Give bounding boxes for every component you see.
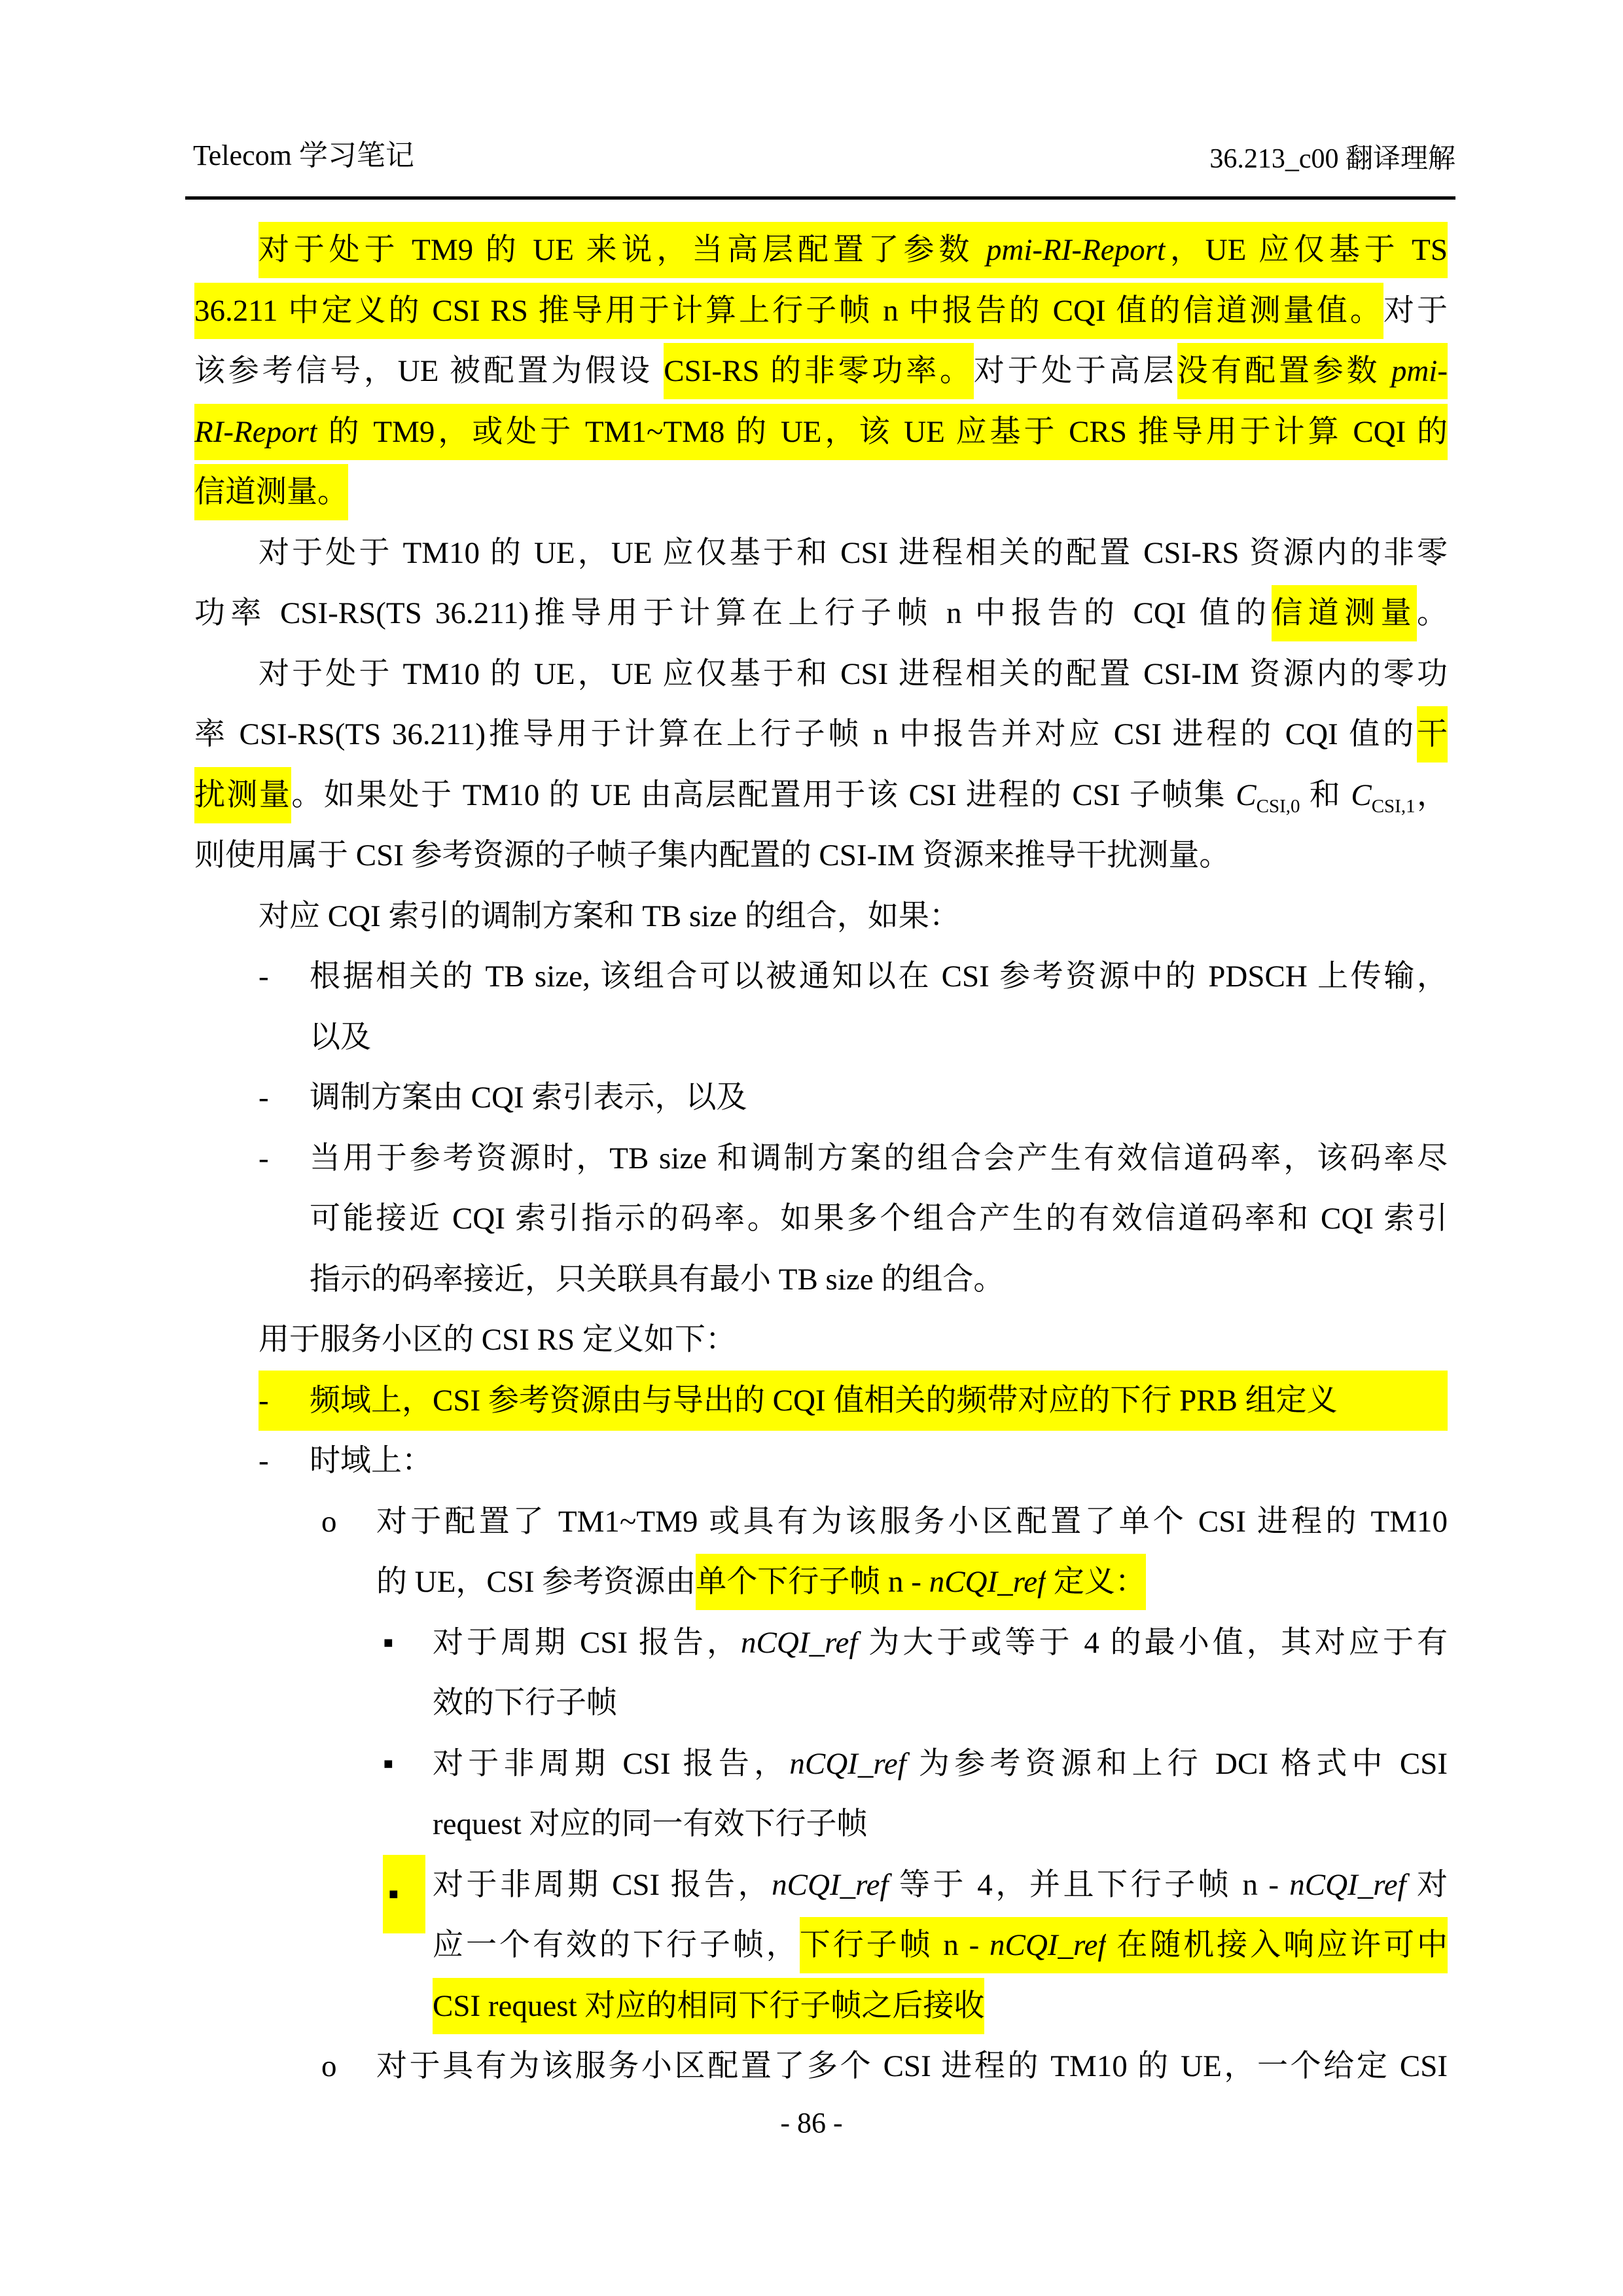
text-segment: 为参考资源和上行 DCI 格式中 CSI: [906, 1746, 1448, 1781]
text-line: [433, 1976, 1448, 2037]
text-segment: nCQI_ref: [929, 1554, 1046, 1610]
text-segment: 对于配置了 TM1~TM9 或具有为该服务小区配置了单个 CSI 进程的 TM10: [376, 1504, 1448, 1539]
text-segment: 该参考信号，UE 被配置为假设: [194, 354, 664, 388]
text-segment: 用于服务小区的 CSI RS 定义如下：: [259, 1323, 736, 1357]
text-line: [194, 462, 1448, 523]
text-segment: pmi-RI-Report: [986, 222, 1166, 278]
text-segment: 扰测量: [194, 767, 291, 823]
text-segment: CSI,0: [1256, 795, 1300, 817]
text-segment: 和: [1300, 778, 1351, 812]
text-segment: nCQI_ref: [772, 1867, 889, 1902]
text-segment: 对于处于 TM10 的 UE，UE 应仅基于和 CSI 进程相关的配置 CSI-IM 资源内的零功: [259, 656, 1448, 691]
text-segment: 时域上：: [310, 1444, 433, 1478]
text-segment: 对于非周期 CSI 报告，: [433, 1867, 772, 1902]
text-segment: 可能接近 CQI 索引指示的码率。如果多个组合产生的有效信道码率和 CQI 索引: [310, 1202, 1448, 1236]
text-line: [433, 1673, 1448, 1734]
bullet-marker: -: [259, 1081, 269, 1115]
text-segment: pmi-: [1391, 343, 1448, 399]
text-line: [259, 220, 1448, 281]
text-line: [194, 341, 1448, 402]
bullet-marker: -: [259, 960, 269, 994]
text-line: [194, 402, 1448, 463]
text-line: [376, 1552, 1448, 1613]
page-number: - 86 -: [780, 2107, 843, 2139]
text-segment: 等于 4，并且下行子帧 n -: [888, 1867, 1290, 1902]
text-segment: 在随机接入响应许可中: [1106, 1917, 1448, 1973]
text-segment: 单个下行子帧 n -: [696, 1554, 929, 1610]
text-segment: nCQI_ref: [789, 1746, 906, 1781]
text-line: [194, 704, 1448, 765]
text-line: [259, 1310, 1448, 1371]
text-line: [383, 1734, 1448, 1795]
text-segment: CSI,1: [1371, 795, 1416, 817]
text-segment: 则使用属于 CSI 参考资源的子帧子集内配置的 CSI-IM 资源来推导干扰测量。: [194, 838, 1230, 872]
document-body: [194, 220, 1448, 2097]
text-segment: 应一个有效的下行子帧，: [433, 1928, 800, 1962]
text-segment: request 对应的同一有效下行子帧: [433, 1807, 868, 1841]
text-line: [259, 523, 1448, 584]
text-line: [310, 1189, 1448, 1249]
text-line: [383, 1613, 1448, 1674]
text-segment: 对于处于 TM9 的 UE 来说，当高层配置了参数: [259, 222, 986, 278]
text-line: [259, 1067, 1448, 1128]
text-segment: nCQI_ref: [1289, 1867, 1406, 1902]
text-segment: 的 UE，CSI 参考资源由: [376, 1565, 696, 1599]
text-line: [259, 644, 1448, 705]
text-line: [321, 2036, 1448, 2097]
text-segment: 当用于参考资源时，TB size 和调制方案的组合会产生有效信道码率，该码率尽: [310, 1141, 1448, 1175]
bullet-marker: o: [321, 2049, 337, 2083]
text-segment: CSI-RS 的非零功率。: [664, 343, 974, 399]
text-segment: C: [1236, 778, 1257, 812]
text-segment: 信道测量。: [194, 464, 348, 520]
bullet-marker: o: [321, 1504, 337, 1539]
text-line: [194, 281, 1448, 342]
text-segment: 以及: [310, 1020, 371, 1054]
text-line: [259, 946, 1448, 1007]
text-segment: 对应 CQI 索引的调制方案和 TB size 的组合，如果：: [259, 899, 960, 933]
text-segment: 为大于或等于 4 的最小值，其对应于有: [857, 1625, 1448, 1660]
text-line: [259, 1128, 1448, 1189]
bullet-marker: -: [259, 1141, 269, 1175]
text-segment: 调制方案由 CQI 索引表示，以及: [310, 1081, 747, 1115]
text-segment: ，UE 应仅基于 TS: [1166, 222, 1448, 278]
bullet-marker: ▪: [383, 1855, 425, 1934]
text-segment: 。: [1417, 596, 1448, 630]
text-segment: 没有配置参数: [1177, 343, 1391, 399]
text-segment: 对于非周期 CSI 报告，: [433, 1746, 790, 1781]
text-line: [194, 583, 1448, 644]
header-right-title: 36.213_c00 翻译理解: [1209, 144, 1455, 174]
bullet-marker: -: [259, 1444, 269, 1478]
text-segment: 对于处于高层: [973, 354, 1177, 388]
text-segment: 根据相关的 TB size, 该组合可以被通知以在 CSI 参考资源中的 PDSCH 上传输，: [310, 960, 1448, 994]
text-segment: nCQI_ref: [741, 1625, 858, 1660]
text-segment: 信道测量: [1272, 585, 1417, 641]
text-line: [259, 886, 1448, 947]
text-segment: 功率 CSI-RS(TS 36.211)推导用于计算在上行子帧 n 中报告的 CQI 值的: [194, 596, 1272, 630]
text-line: [433, 1915, 1448, 1976]
text-line: [194, 765, 1448, 826]
text-line: [194, 825, 1448, 886]
text-segment: 对于周期 CSI 报告，: [433, 1625, 741, 1660]
text-line: [259, 1371, 1448, 1431]
text-segment: 。如果处于 TM10 的 UE 由高层配置用于该 CSI 进程的 CSI 子帧集: [291, 778, 1236, 812]
text-segment: 干: [1417, 706, 1448, 762]
text-segment: 下行子帧 n -: [800, 1917, 990, 1973]
text-line: [310, 1249, 1448, 1310]
text-segment: 对于具有为该服务小区配置了多个 CSI 进程的 TM10 的 UE，一个给定 CSI: [376, 2049, 1448, 2083]
text-segment: CSI request 对应的相同下行子帧之后接收: [433, 1978, 984, 2034]
text-segment: 指示的码率接近，只关联具有最小 TB size 的组合。: [310, 1262, 1005, 1297]
text-line: [310, 1007, 1448, 1068]
text-segment: 频域上，CSI 参考资源由与导出的 CQI 值相关的频带对应的下行 PRB 组定义: [310, 1383, 1338, 1418]
bullet-marker: -: [259, 1383, 269, 1418]
text-segment: 的 TM9，或处于 TM1~TM8 的 UE，该 UE 应基于 CRS 推导用于计算 CQI 的: [317, 404, 1448, 460]
text-segment: 对: [1406, 1867, 1448, 1902]
text-segment: nCQI_ref: [990, 1917, 1106, 1973]
text-line: [433, 1794, 1448, 1855]
text-line: [259, 1431, 1448, 1492]
bullet-marker: ▪: [383, 1625, 394, 1660]
text-segment: C: [1351, 778, 1372, 812]
text-segment: 对于: [1383, 293, 1448, 328]
text-segment: 效的下行子帧: [433, 1686, 617, 1720]
bullet-marker: ▪: [383, 1746, 394, 1781]
text-segment: ，: [1415, 778, 1448, 812]
text-segment: 定义：: [1046, 1554, 1146, 1610]
text-line: [321, 1492, 1448, 1552]
text-line: [383, 1855, 1448, 1916]
text-segment: 对于处于 TM10 的 UE，UE 应仅基于和 CSI 进程相关的配置 CSI-RS 资源内的非零: [259, 535, 1448, 570]
header-left-title: Telecom 学习笔记: [193, 139, 414, 171]
header-rule: [185, 196, 1455, 200]
text-segment: 率 CSI-RS(TS 36.211)推导用于计算在上行子帧 n 中报告并对应 CSI 进程的 CQI 值的: [194, 717, 1417, 751]
text-segment: RI-Report: [194, 404, 317, 460]
text-segment: 36.211 中定义的 CSI RS 推导用于计算上行子帧 n 中报告的 CQI 值的信道测量值。: [194, 283, 1383, 339]
